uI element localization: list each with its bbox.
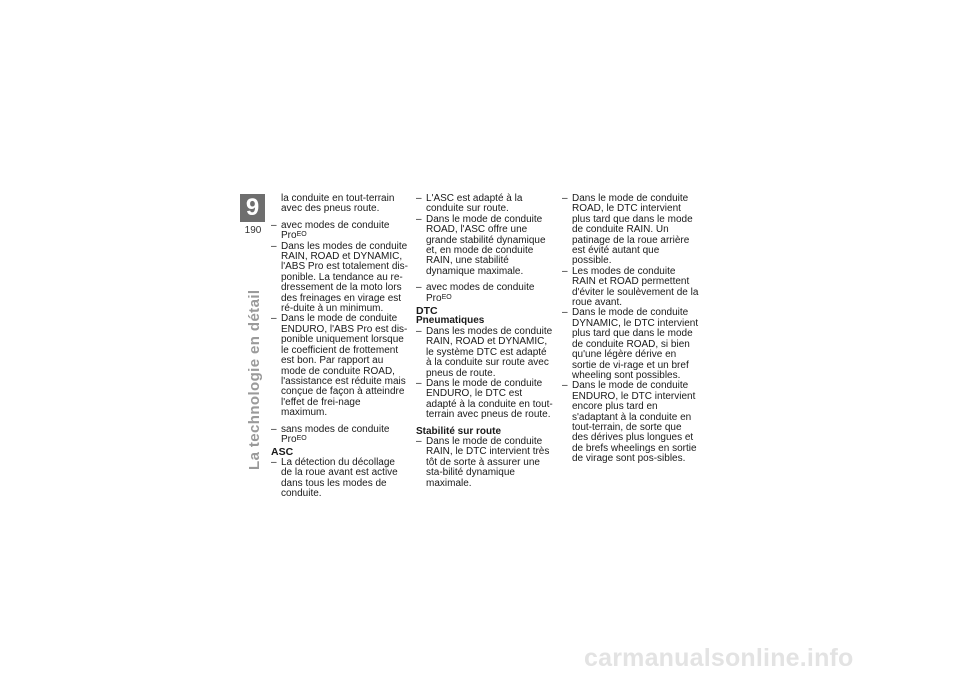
list-item: – Dans le mode de conduite ENDURO, le DTC intervient encore plus tard en s'adaptant à la conduite en tout-terrain, de sorte que des dérives plus longues et de brefs wheelings en sortie de virage sont pos-sibles.	[562, 381, 700, 464]
chapter-number-badge: 9	[240, 194, 265, 222]
text-column-2	[416, 194, 554, 489]
chapter-title-vertical: La technologie en détail	[246, 289, 263, 470]
list-item: – Dans le mode de conduite ROAD, le DTC intervient plus tard que dans le mode de conduite RAIN. Un patinage de la roue arrière est évité autant que possible.	[562, 194, 700, 267]
list-item: – Dans les modes de conduite RAIN, ROAD et DYNAMIC, le système DTC est adapté à la conduite sur route avec pneus de route.	[416, 327, 554, 379]
subheading-stability: Stabilité sur route	[416, 425, 502, 437]
text-column-3	[562, 194, 700, 465]
riding-mode-condition: – avec modes de conduite Pro$^{EO}$	[271, 221, 408, 242]
superscript-eo: EO	[296, 231, 307, 239]
subheading-tyres: Pneumatiques	[416, 315, 485, 327]
riding-mode-condition: – sans modes de conduite Pro$^{EO}$	[271, 425, 408, 446]
section-heading-dtc: DTC	[416, 305, 438, 318]
watermark: carmanualsonline.info	[584, 644, 854, 672]
list-item: – L'ASC est adapté à la conduite sur route.	[416, 194, 554, 215]
riding-mode-condition: – avec modes de conduite Pro$^{EO}$	[416, 283, 554, 304]
list-item: – Dans le mode de conduite ROAD, l'ASC offre une grande stabilité dynamique et, en mode de conduite RAIN, une stabilité dynamique maximale.	[416, 215, 554, 277]
list-item: – Dans le mode de conduite ENDURO, le DTC est adapté à la conduite en tout-terrain avec pneus de route.	[416, 379, 554, 421]
list-item: – Dans le mode de conduite DYNAMIC, le DTC intervient plus tard que dans le mode de conduite ROAD, si bien qu'une légère dérive en sortie de vi-rage et un bref wheeling sont possibles.	[562, 308, 700, 381]
page-number: 190	[244, 225, 262, 236]
list-item: – Dans les modes de conduite RAIN, ROAD et DYNAMIC, l'ABS Pro est totalement dis-ponible. La tendance au re-dressement de la moto lors des freinages en virage est ré-duite à un minimum.	[271, 242, 408, 315]
list-item: – Dans le mode de conduite RAIN, le DTC intervient très tôt de sorte à assurer une sta-bilité dynamique maximale.	[416, 437, 554, 489]
list-item: – La détection du décollage de la roue avant est active dans tous les modes de conduite.	[271, 458, 408, 500]
paragraph-continuation: la conduite en tout-terrain avec des pneus route.	[281, 193, 395, 215]
superscript-eo: EO	[441, 293, 452, 301]
text-column-1	[271, 194, 408, 499]
superscript-eo: EO	[296, 434, 307, 442]
section-heading-asc: ASC	[271, 446, 294, 459]
list-item: – Les modes de conduite RAIN et ROAD permettent d'éviter le soulèvement de la roue avant.	[562, 267, 700, 309]
list-item: – Dans le mode de conduite ENDURO, l'ABS Pro est dis-ponible uniquement lorsque le coefficient de frottement est bon. Par rapport au mode de conduite ROAD, l'assistance est réduite mais conçue de façon à atteindre l'effet de frei-nage maximum.	[271, 314, 408, 418]
